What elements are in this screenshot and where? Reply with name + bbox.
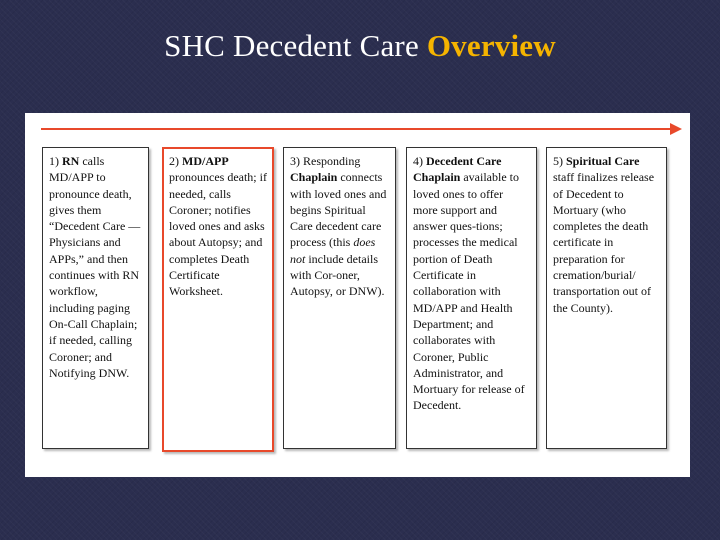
title-accent: Overview (426, 28, 556, 63)
step-box-spiritual-care (546, 147, 667, 449)
step-role: Chaplain (290, 170, 338, 185)
step-role: MD/APP (182, 154, 229, 168)
step-box-decedent-care-chaplain (406, 147, 537, 449)
step-role: Decedent Care Chaplain (413, 154, 502, 185)
step-role: RN (62, 154, 80, 168)
workflow-panel (25, 113, 690, 477)
step-emphasis: does not (290, 235, 376, 266)
step-text: calls MD/APP to pronounce death, gives them “Decedent Care — Physicians and APPs,” and then continues with RN workflow, including paging On-Call Chaplain; if needed, calling Coroner; and Notifying DNW. (49, 154, 141, 380)
progress-arrow-line (41, 128, 673, 130)
step-box-rn (42, 147, 149, 449)
step-box-md-app (162, 147, 274, 452)
step-text: connects with loved ones and begins Spiritual Care decedent care process (this (290, 170, 387, 250)
step-box-responding-chaplain (283, 147, 396, 449)
step-number: 1) (49, 154, 59, 168)
step-number: 2) (169, 154, 179, 168)
title-main: SHC Decedent Care (164, 28, 419, 63)
step-text: pronounces death; if needed, calls Coroner; notifies loved ones and asks about Autopsy; and completes Death Certificate Worksheet. (169, 170, 267, 299)
step-text: staff finalizes release of Decedent to Mortuary (who completes the death certificate in preparation for cremation/burial/ transportation out of the County). (553, 170, 655, 315)
step-text: available to loved ones to offer more support and answer ques-tions; processes the medical portion of Death Certificate in collaboration with MD/APP and Health Department; and collaborates with Coroner, Public Administrator, and Mortuary for release of Decedent. (413, 170, 525, 413)
step-number: 5) (553, 154, 563, 168)
step-number: 3) Responding (290, 154, 361, 168)
step-number: 4) (413, 154, 423, 168)
step-text-continued: include details with Cor-oner, Autopsy, or DNW). (290, 251, 385, 299)
step-role: Spiritual Care (566, 154, 640, 168)
arrow-right-icon (670, 123, 682, 135)
slide-title (0, 28, 720, 64)
